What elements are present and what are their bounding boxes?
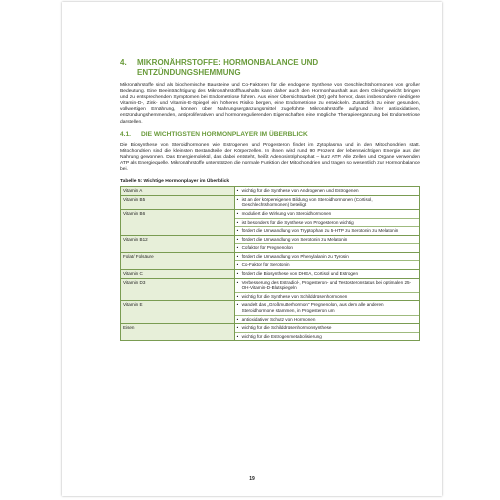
nutrient-effects xyxy=(234,187,419,196)
effect-item xyxy=(235,333,419,341)
effect-text: wichtig für die Synthese von Schilddrüsenhormonen xyxy=(241,293,348,299)
subsection-number: 4.1. xyxy=(120,130,131,138)
bullet-icon: • xyxy=(236,302,239,308)
effect-item xyxy=(235,270,419,278)
nutrient-effects xyxy=(234,270,419,279)
table-row xyxy=(121,209,420,235)
nutrient-name: Vitamin E xyxy=(121,301,235,324)
table-row xyxy=(121,252,420,269)
table-row xyxy=(121,195,420,209)
section-heading xyxy=(120,58,420,77)
effect-item xyxy=(235,301,419,315)
section-number: 4. xyxy=(120,58,127,67)
effect-text: fördert die Umwandlung von Serotonin zu Melatonin xyxy=(241,236,348,242)
effect-item xyxy=(235,210,419,219)
bullet-icon: • xyxy=(236,279,239,285)
bullet-icon: • xyxy=(236,219,239,225)
table-row xyxy=(121,187,420,196)
nutrient-effects xyxy=(234,209,419,235)
effect-item xyxy=(235,227,419,235)
subsection-title: DIE WICHTIGSTEN HORMONPLAYER IM ÜBERBLICK xyxy=(141,130,308,138)
bullet-icon: • xyxy=(236,228,239,234)
effect-item xyxy=(235,236,419,245)
effect-item xyxy=(235,324,419,333)
table-row xyxy=(121,324,420,341)
effect-item xyxy=(235,219,419,228)
nutrient-effects xyxy=(234,195,419,209)
effect-item xyxy=(235,316,419,324)
bullet-icon: • xyxy=(236,210,239,216)
bullet-icon: • xyxy=(236,271,239,277)
subsection-paragraph: Die Biosynthese von Steroidhormonen wie Estrogenen und Progesteron findet im Zytoplasma und in den Mitochondrien statt. Mitochondrien sind die kleinsten Bestandteile der Körperzellen. In ihnen wird rund 90 Prozent der lebenswichtigen Energie aus der Nahrung gewonnen. Das Energiemolekül, das dabei entsteht, heißt Adenosintriphosphat – kurz ATP. Alle Zellen und Organe verwenden ATP als Energiequelle. Mikronährstoffe unterstützen die normale Funktion der Mitochondrien und tragen so wesentlich zur Hormonbalance bei. xyxy=(120,142,420,173)
bullet-icon: • xyxy=(236,196,239,202)
effect-text: wichtig für die Synthese von Androgenen und Estrogenen xyxy=(241,188,359,194)
bullet-icon: • xyxy=(236,333,239,339)
effect-text: fördert die Biosynthese von DHEA, Cortisol und Estrogen xyxy=(241,271,359,277)
intro-paragraph: Mikronährstoffe sind als biochemische Bausteine und Co-Faktoren für die endogene Synthese von Geschlechtshormonen von großer Bedeutung. Eine Beeinträchtigung des Mikronährstoffhaushalts kann daher auch den Hormonhaushalt aus dem Gleichgewicht bringen und zu entsprechenden Symptomen bei Endometriose führen. Aus einer Übersichtsarbeit (50) geht hervor, dass insbesondere niedrigere Vitamin-D-, Zink- und Vitamin-E-Spiegel ein höheres Risiko bergen, eine Endometriose zu entwickeln. Zusätzlich zu einer gesunden, vollwertigen Ernährung, können über Nahrungsergänzungsmittel zugeführte Mikronährstoffe aufgrund ihrer antioxidativen, entzündungshemmenden, antiproliferativen und hormonregulierenden Eigenschaften eine mögliche Therapieergänzung bei Endometriose darstellen. xyxy=(120,83,420,125)
table-row xyxy=(121,235,420,252)
subsection-heading xyxy=(120,131,420,139)
nutrient-name: Vitamin A xyxy=(121,187,235,196)
nutrient-effects xyxy=(234,235,419,252)
bullet-icon: • xyxy=(236,188,239,194)
effect-text: moduliert die Wirkung von Steroidhormonen xyxy=(241,210,332,216)
nutrient-effects xyxy=(234,278,419,301)
page-number: 19 xyxy=(249,476,255,482)
table-row xyxy=(121,270,420,279)
nutrient-name: Vitamin C xyxy=(121,270,235,279)
nutrient-effects xyxy=(234,324,419,341)
bullet-icon: • xyxy=(236,236,239,242)
effect-item xyxy=(235,187,419,195)
nutrient-name: Vitamin B5 xyxy=(121,195,235,209)
effect-text: wichtig für die Estrogenmetabolisierung xyxy=(241,333,322,339)
nutrient-name: Vitamin B12 xyxy=(121,235,235,252)
effect-text: fördert die Umwandlung von Phenylalanin zu Tyrosin xyxy=(241,253,349,259)
effect-item xyxy=(235,244,419,252)
effect-item xyxy=(235,279,419,293)
effect-text: wichtig für die Schilddrüsenhormonsynthese xyxy=(241,325,332,331)
effect-text: ist besonders für die Synthese von Progesteron wichtig xyxy=(241,219,354,225)
nutrient-effects xyxy=(234,301,419,324)
effect-text: wandelt das „Großmutterhormon“ Pregnenolon, aus dem alle anderen Steroidhormone stammen, in Progesteron um xyxy=(241,302,384,314)
section-title: MIKRONÄHRSTOFFE: HORMONBALANCE UND ENTZÜNDUNGSHEMMUNG xyxy=(137,58,319,77)
effect-item xyxy=(235,196,419,209)
nutrient-name: Eisen xyxy=(121,324,235,341)
bullet-icon: • xyxy=(236,253,239,259)
bullet-icon: • xyxy=(236,245,239,251)
effect-text: antioxidativer Schutz von Hormonen xyxy=(241,316,316,322)
effect-text: Verbesserung des Estradiol-, Progesteron- und Testosteronstatus bei optimalen 25-OH-Vitamin-D-Blutspiegeln xyxy=(241,279,412,291)
effect-text: Cofaktor für Pregnenolon xyxy=(241,245,293,251)
effect-text: Co-Faktor für Serotonin xyxy=(241,262,290,268)
nutrient-name: Vitamin B6 xyxy=(121,209,235,235)
bullet-icon: • xyxy=(236,316,239,322)
effect-item xyxy=(235,293,419,301)
nutrient-effects xyxy=(234,252,419,269)
bullet-icon: • xyxy=(236,262,239,268)
nutrient-name: Vitamin D3 xyxy=(121,278,235,301)
table-body xyxy=(121,187,420,341)
effect-item xyxy=(235,261,419,269)
effect-text: fördert die Umwandlung von Tryptophan zu 5-HTP zu Serotonin zu Melatonin xyxy=(241,228,399,234)
table-caption: Tabelle 5: Wichtige Hormonplayer im Überblick xyxy=(120,179,230,185)
bullet-icon: • xyxy=(236,325,239,331)
table-row xyxy=(121,278,420,301)
bullet-icon: • xyxy=(236,293,239,299)
effect-item xyxy=(235,253,419,262)
hormone-player-table xyxy=(120,186,420,341)
page-content xyxy=(120,58,420,341)
table-row xyxy=(121,301,420,324)
document-page xyxy=(62,2,442,496)
effect-text: ist an der körpereigenen Bildung von Steroidhormonen (Cortisol, Geschlechtshormonen) beteiligt xyxy=(241,196,373,208)
nutrient-name: Folat/ Folsäure xyxy=(121,252,235,269)
